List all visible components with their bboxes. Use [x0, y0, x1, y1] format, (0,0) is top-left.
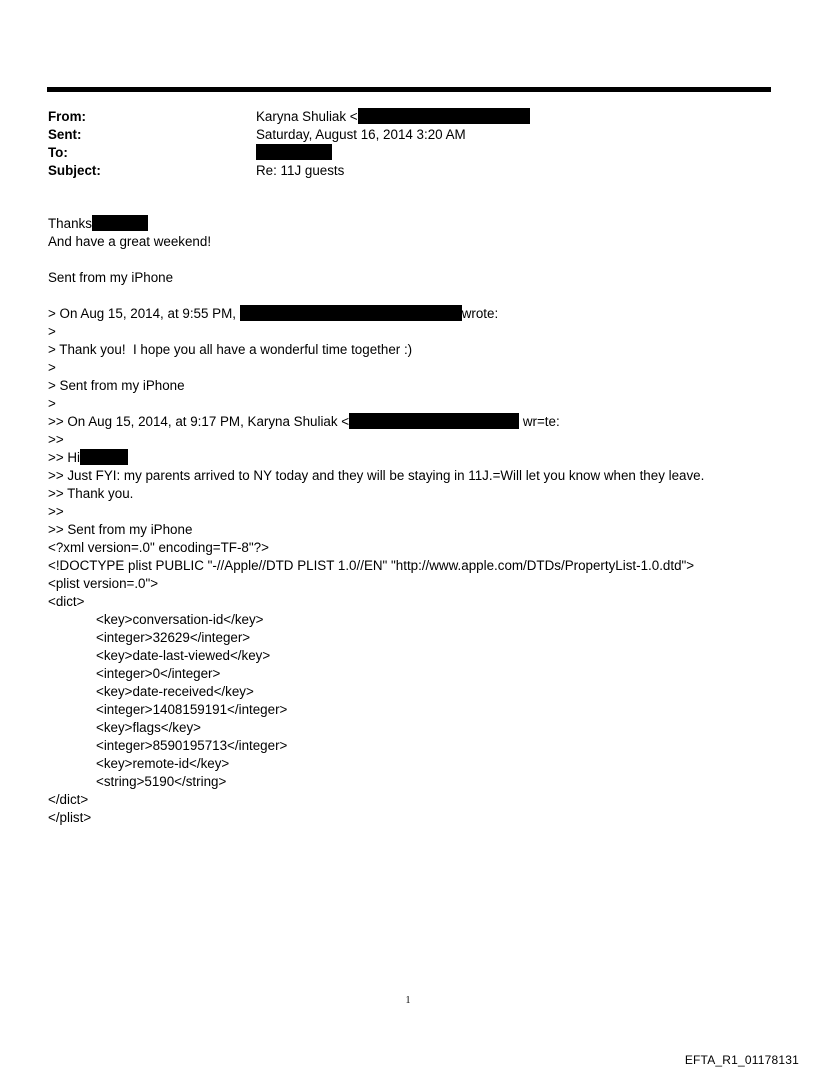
quote-line: > Sent from my iPhone	[48, 378, 185, 393]
quote-line: >>	[48, 432, 64, 447]
xml-line: <string>5190</string>	[96, 774, 227, 789]
xml-line: <key>date-received</key>	[96, 684, 254, 699]
from-label: From:	[48, 109, 86, 124]
quote-line: >> Sent from my iPhone	[48, 522, 193, 537]
header-divider	[47, 87, 771, 92]
redaction-box	[80, 449, 128, 465]
xml-line: </plist>	[48, 810, 92, 825]
from-value	[256, 108, 530, 126]
sent-value: Saturday, August 16, 2014 3:20 AM	[256, 127, 466, 142]
quote-line	[48, 305, 788, 323]
redaction-box	[349, 413, 519, 429]
redaction-box	[92, 215, 148, 231]
xml-line: <integer>1408159191</integer>	[96, 702, 288, 717]
redaction-box	[256, 144, 332, 160]
quote-wrote-text: wrote:	[461, 306, 499, 321]
subject-value: Re: 11J guests	[256, 163, 345, 178]
to-value	[256, 144, 332, 162]
xml-line: <!DOCTYPE plist PUBLIC "-//Apple//DTD PLIST 1.0//EN" "http://www.apple.com/DTDs/PropertyList-1.0.dtd">	[48, 558, 695, 573]
email-body	[48, 215, 788, 827]
xml-line: <?xml version=.0" encoding=TF-8"?>	[48, 540, 269, 555]
quote-line	[48, 413, 788, 431]
quote-header-text: >> On Aug 15, 2014, at 9:17 PM, Karyna Shuliak <	[48, 414, 350, 429]
xml-line: <integer>0</integer>	[96, 666, 221, 681]
xml-line: <key>conversation-id</key>	[96, 612, 264, 627]
to-label: To:	[48, 145, 68, 160]
quote-line	[48, 449, 788, 467]
redaction-box	[358, 108, 530, 124]
xml-line: <plist version=.0">	[48, 576, 159, 591]
from-name: Karyna Shuliak <	[256, 109, 358, 124]
document-id: EFTA_R1_01178131	[684, 1053, 799, 1067]
quote-line: >	[48, 324, 56, 339]
hi-text: >> Hi	[48, 450, 81, 465]
body-line: And have a great weekend!	[48, 234, 212, 249]
body-line: Sent from my iPhone	[48, 270, 174, 285]
sent-label: Sent:	[48, 127, 82, 142]
page-number: 1	[405, 995, 411, 1006]
body-line	[48, 215, 788, 233]
blank-line	[48, 287, 788, 305]
quote-wrote-text: wr=te:	[522, 414, 560, 429]
quote-line: >> Just FYI: my parents arrived to NY today and they will be staying in 11J.=Will let you know when they leave.	[48, 468, 705, 483]
xml-line: <key>date-last-viewed</key>	[96, 648, 271, 663]
quote-line: >	[48, 396, 56, 411]
xml-line: </dict>	[48, 792, 89, 807]
xml-line: <key>remote-id</key>	[96, 756, 230, 771]
redaction-box	[240, 305, 462, 321]
xml-line: <dict>	[48, 594, 85, 609]
quote-line: >> Thank you.	[48, 486, 134, 501]
xml-line: <integer>32629</integer>	[96, 630, 251, 645]
quote-line: >	[48, 360, 56, 375]
quote-line: >>	[48, 504, 64, 519]
blank-line	[48, 251, 788, 269]
subject-label: Subject:	[48, 163, 101, 178]
xml-line: <key>flags</key>	[96, 720, 201, 735]
quote-line: > Thank you! I hope you all have a wonderful time together :)	[48, 342, 413, 357]
thanks-text: Thanks	[48, 216, 92, 231]
xml-line: <integer>8590195713</integer>	[96, 738, 288, 753]
quote-header-text: > On Aug 15, 2014, at 9:55 PM,	[48, 306, 236, 321]
